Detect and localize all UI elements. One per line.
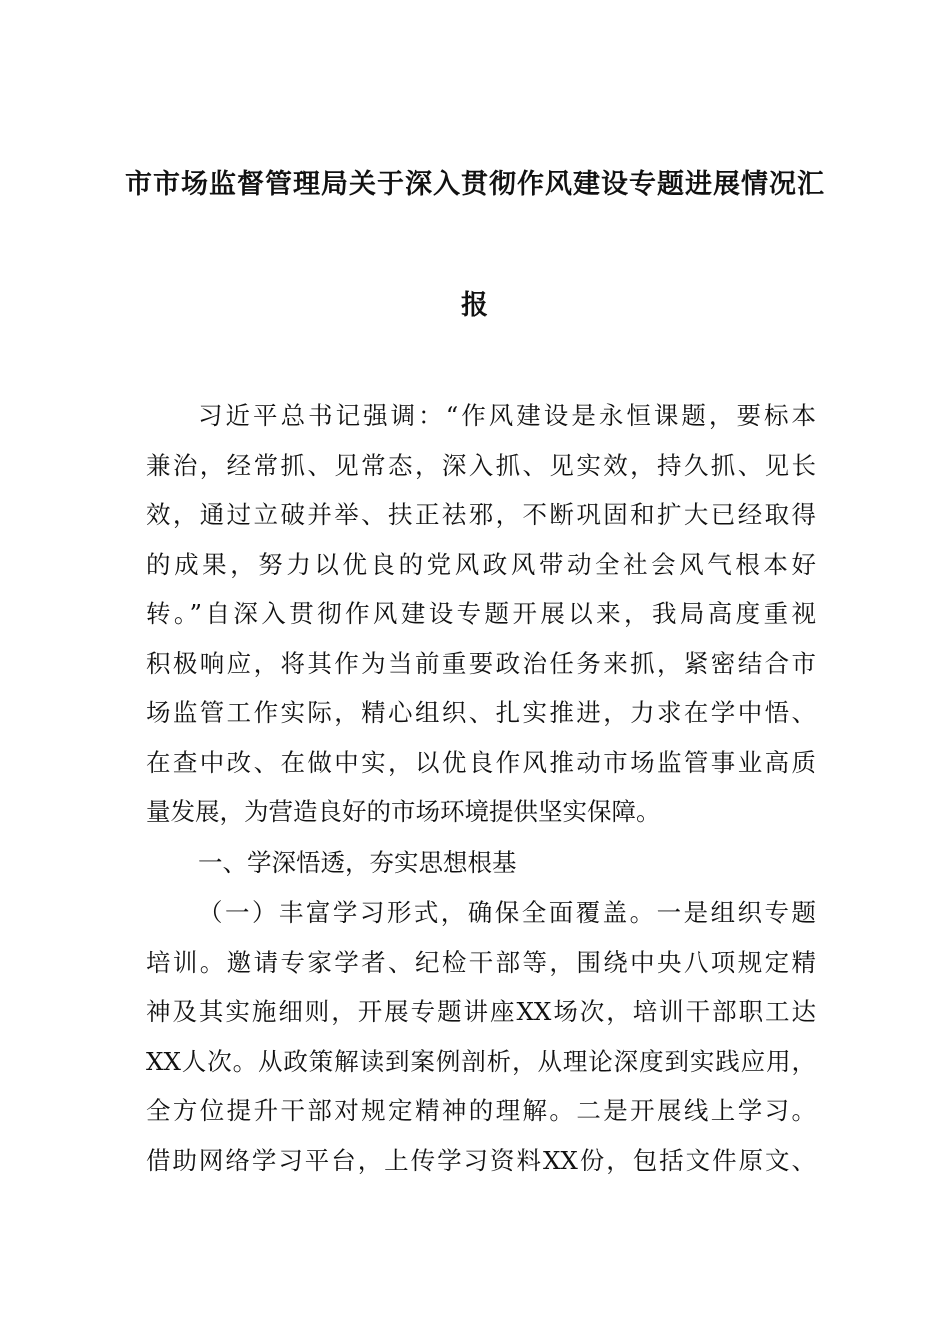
paragraph-line: 的成果，努力以优良的党风政风带动全社会风气根本好 [146, 549, 816, 579]
paragraph-line: 在查中改、在做中实，以优良作风推动市场监管事业高质 [146, 747, 816, 777]
paragraph-line: 全方位提升干部对规定精神的理解。二是开展线上学习。 [146, 1096, 816, 1125]
document-title-line-2: 报 [461, 290, 489, 321]
paragraph-line: 习近平总书记强调：“作风建设是永恒课题，要标本 [198, 401, 816, 430]
paragraph-line: 效，通过立破并举、扶正祛邪，不断巩固和扩大已经取得 [146, 500, 816, 529]
paragraph-line: 量发展，为营造良好的市场环境提供坚实保障。 [146, 797, 661, 826]
paragraph-line: 培训。邀请专家学者、纪检干部等，围绕中央八项规定精 [146, 947, 816, 977]
paragraph-line: 转。”自深入贯彻作风建设专题开展以来，我局高度重视 [146, 599, 816, 628]
section-1-paragraph [146, 888, 816, 1185]
intro-paragraph [146, 391, 816, 837]
paragraph-line: 场监管工作实际，精心组织、扎实推进，力求在学中悟、 [146, 698, 816, 727]
paragraph-line: XX人次。从政策解读到案例剖析，从理论深度到实践应用， [146, 1046, 816, 1076]
paragraph-line: 神及其实施细则，开展专题讲座XX场次，培训干部职工达 [146, 997, 816, 1026]
paragraph-line: 借助网络学习平台，上传学习资料XX份，包括文件原文、 [146, 1145, 816, 1175]
paragraph-line: （一）丰富学习形式，确保全面覆盖。一是组织专题 [198, 898, 816, 927]
paragraph-line: 兼治，经常抓、见常态，深入抓、见实效，持久抓、见长 [146, 450, 816, 480]
paragraph-line: 积极响应，将其作为当前重要政治任务来抓，紧密结合市 [146, 648, 816, 678]
section-heading: 一、学深悟透，夯实思想根基 [198, 848, 517, 877]
document-title-line-1: 市市场监督管理局关于深入贯彻作风建设专题进展情况汇 [125, 169, 825, 200]
